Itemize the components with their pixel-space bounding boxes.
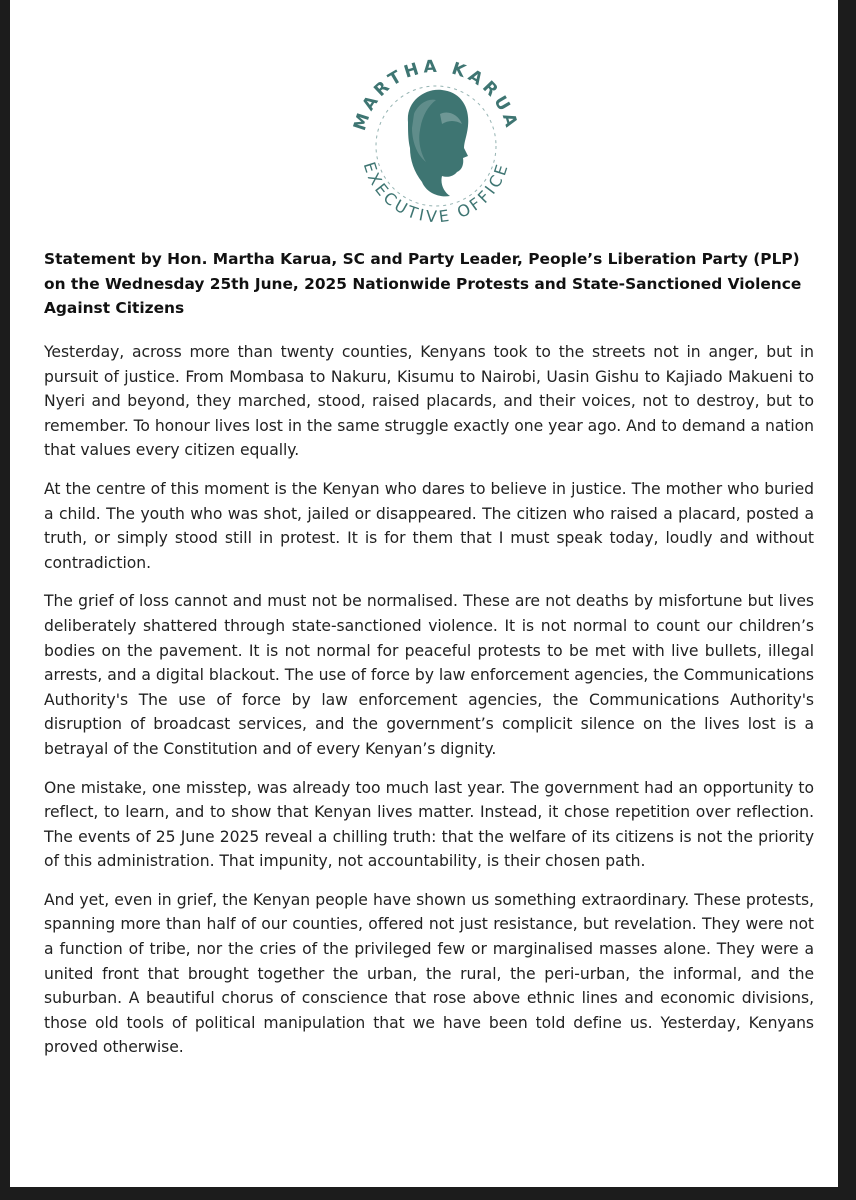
body-paragraph: One mistake, one misstep, was already too much last year. The government had an opportunity to reflect, to learn, and to show that Kenyan lives matter. Instead, it chose repetition over reflection. The events of 25 June 2025 reveal a chilling truth: that the welfare of its citizens is not the priority of this administration. That impunity, not accountability, is their chosen path. [44, 778, 814, 871]
body-paragraph: The grief of loss cannot and must not be normalised. These are not deaths by misfortune but lives deliberately shattered through state-sanctioned violence. It is not normal to count our children’s bodies on the pavement. It is not normal for peaceful protests to be met with live bullets, illegal arrests, and a digital blackout. The use of force by law enforcement agencies, the Communications Authority's The use of force by law enforcement agencies, the Communications Authority's disruption of broadcast services, and the government’s complicit silence on the lives lost is a betrayal of the Constitution and of every Kenyan’s dignity. [44, 592, 814, 758]
body-paragraph: At the centre of this moment is the Kenyan who dares to believe in justice. The mother who buried a child. The youth who was shot, jailed or disappeared. The citizen who raised a placard, posted a truth, or simply stood still in protest. It is for them that I must speak today, loudly and without contradiction. [44, 479, 814, 572]
body-paragraph: Yesterday, across more than twenty counties, Kenyans took to the streets not in anger, but in pursuit of justice. From Mombasa to Nakuru, Kisumu to Nairobi, Uasin Gishu to Kajiado Makueni to Nyeri and beyond, they marched, stood, raised placards, and their voices, not to destroy, but to remember. To honour lives lost in the same struggle exactly one year ago. And to demand a nation that values every citizen equally. [44, 343, 814, 460]
logo-office-text: EXECUTIVE OFFICE [359, 159, 513, 227]
logo-emblem-icon [336, 44, 536, 244]
logo-name-text: MARTHA KARUA [350, 56, 522, 134]
statement-body [44, 340, 814, 1074]
portrait-silhouette-icon [408, 90, 468, 197]
document-page [10, 0, 838, 1187]
executive-office-logo [336, 44, 536, 244]
statement-title: Statement by Hon. Martha Karua, SC and Party Leader, People’s Liberation Party (PLP) on the Wednesday 25th June, 2025 Nationwide Protests and State-Sanctioned Violence Against Citizens [44, 250, 802, 317]
body-paragraph: And yet, even in grief, the Kenyan people have shown us something extraordinary. These protests, spanning more than half of our counties, offered not just resistance, but revelation. They were not a function of tribe, nor the cries of the privileged few or marginalised masses alone. They were a united front that brought together the urban, the rural, the peri-urban, the informal, and the suburban. A beautiful chorus of conscience that rose above ethnic lines and economic divisions, those old tools of political manipulation that we have been told define us. Yesterday, Kenyans proved otherwise. [44, 890, 814, 1057]
